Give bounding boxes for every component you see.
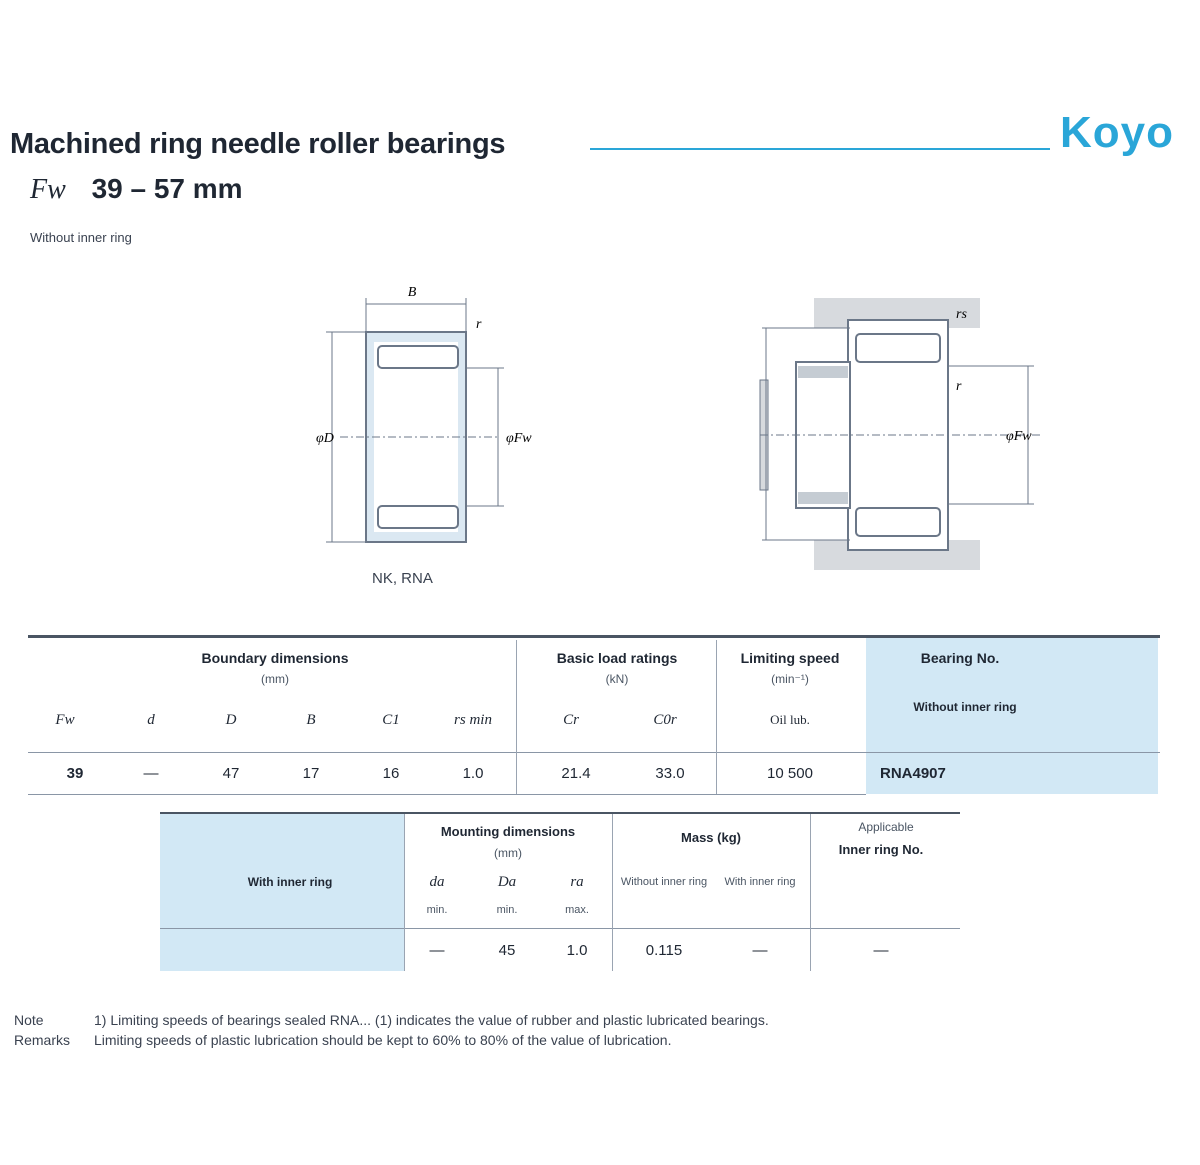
label-d: φD — [316, 431, 334, 446]
bearing-number-sub: Without inner ring — [913, 700, 1017, 714]
label-r2: r — [956, 379, 962, 394]
col-b: B — [306, 712, 316, 728]
mounting-drawing — [740, 290, 1050, 580]
cell-outer-d: 47 — [222, 765, 240, 782]
label-rs: rs — [956, 307, 967, 322]
col-mass-without: Without inner ring — [620, 876, 708, 888]
cell-c0r: 33.0 — [655, 765, 685, 782]
table2-top-rule — [160, 812, 960, 814]
col-c1: C1 — [382, 712, 400, 728]
footnote-remarks-text: Limiting speeds of plastic lubrication should be kept to 60% to 80% of the value of lubrication. — [94, 1032, 672, 1048]
col-fw: Fw — [55, 712, 75, 728]
table1-top-rule — [28, 635, 1160, 638]
subtitle: Without inner ring — [30, 230, 132, 245]
footnote-remarks — [14, 1032, 671, 1048]
col-outer-d: D — [225, 712, 237, 728]
limiting-speed-header: Limiting speed — [740, 650, 840, 666]
size-range — [30, 173, 243, 206]
col-da-outer-min: min. — [496, 904, 518, 916]
divider — [810, 814, 811, 971]
cell-bearing-no: RNA4907 — [880, 765, 946, 782]
label-b: B — [407, 285, 417, 300]
divider — [612, 814, 613, 971]
brand-logo: Koyo — [1060, 108, 1174, 157]
label-fw2: φFw — [1006, 429, 1032, 444]
label-fw: φFw — [506, 431, 532, 446]
load-unit: (kN) — [605, 672, 629, 686]
col-rs-min: rs min — [454, 712, 492, 728]
boundary-dimensions-header: Boundary dimensions — [201, 650, 349, 666]
table2-header-rule — [160, 928, 960, 929]
divider — [516, 640, 517, 794]
divider — [404, 814, 405, 971]
range-symbol: Fw — [30, 174, 66, 205]
cell-fw: 39 — [66, 765, 84, 782]
bearing-section-drawing — [300, 270, 540, 570]
col-ra: ra — [570, 874, 584, 890]
mounting-unit: (mm) — [494, 846, 522, 860]
range-text: 39 – 57 mm — [91, 173, 243, 204]
col-mass-with: With inner ring — [724, 876, 796, 888]
footnote-note-label: Note — [14, 1012, 44, 1028]
mass-header: Mass (kg) — [681, 830, 741, 845]
col-d: d — [147, 712, 155, 728]
cell-mass-without: 0.115 — [645, 942, 683, 959]
cell-inner-ring-no: — — [873, 942, 889, 959]
inner-ring-header: Inner ring No. — [838, 842, 924, 857]
col-c0r: C0r — [653, 712, 677, 728]
cell-cr: 21.4 — [561, 765, 591, 782]
figure-caption: NK, RNA — [372, 570, 433, 587]
inner-ring-note: Applicable — [858, 820, 914, 834]
col-da-min: min. — [426, 904, 448, 916]
col-da: da — [429, 874, 445, 890]
cell-ra: 1.0 — [566, 942, 588, 959]
load-ratings-header: Basic load ratings — [556, 650, 678, 666]
with-inner-ring-column — [160, 814, 404, 971]
cell-mass-with: — — [752, 942, 768, 959]
bearing-number-header: Bearing No. — [920, 650, 1000, 666]
boundary-unit: (mm) — [261, 672, 289, 686]
cell-da: — — [429, 942, 445, 959]
with-inner-ring-label: With inner ring — [247, 875, 333, 889]
footnote-note-text: 1) Limiting speeds of bearings sealed RNA... (1) indicates the value of rubber and plastic lubricated bearings. — [94, 1012, 769, 1028]
col-oil-lub: Oil lub. — [770, 712, 810, 727]
footnote-remarks-label: Remarks — [14, 1032, 71, 1048]
cell-rs-min: 1.0 — [462, 765, 484, 782]
speed-unit: (min⁻¹) — [771, 672, 809, 686]
col-ra-max: max. — [565, 904, 589, 916]
mounting-dimensions-header: Mounting dimensions — [440, 824, 576, 839]
col-da-outer: Da — [497, 874, 517, 890]
cell-d: — — [143, 765, 159, 782]
cell-da-outer: 45 — [498, 942, 516, 959]
cell-c1: 16 — [382, 765, 400, 782]
cell-oil-lub: 10 500 — [767, 765, 813, 782]
footnote-note — [14, 1012, 769, 1028]
divider — [716, 640, 717, 794]
cell-b: 17 — [302, 765, 320, 782]
col-cr: Cr — [563, 712, 579, 728]
table1-header-rule — [28, 752, 1160, 753]
label-r: r — [476, 317, 482, 332]
title-rule — [590, 148, 1050, 150]
table1-bottom-rule — [28, 794, 866, 795]
page-title: Machined ring needle roller bearings — [10, 128, 506, 160]
